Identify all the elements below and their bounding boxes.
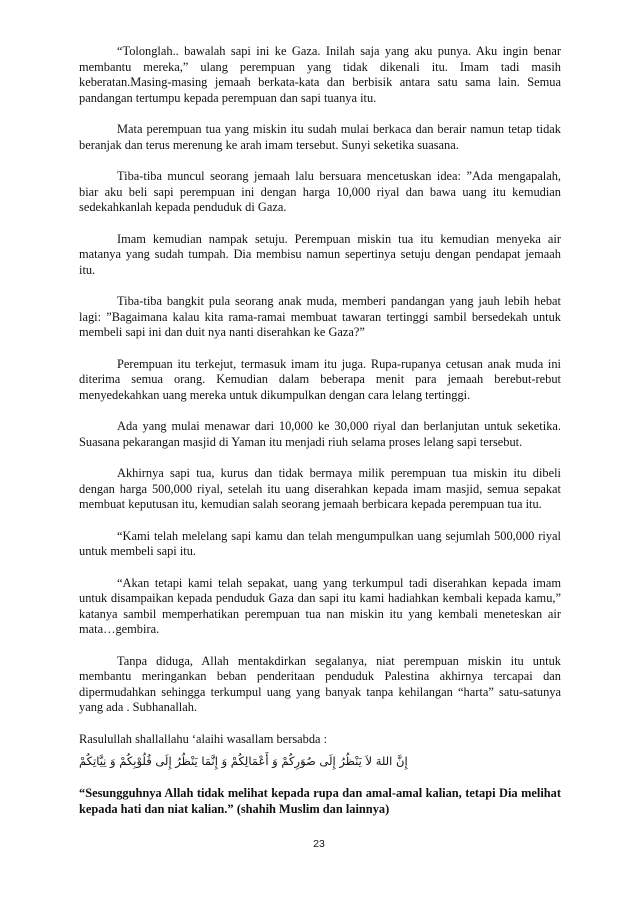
paragraph-11: Tanpa diduga, Allah mentakdirkan segalanya, niat perempuan miskin itu untuk membantu meringankan beban penderitaan penduduk Palestina akhirnya tercapai dan dipermudahkan sehingga terkumpul uang yang banyak tanpa kehilangan “harta” satu-satunya yang ada . Subhanallah.	[79, 653, 561, 714]
paragraph-10: “Akan tetapi kami telah sepakat, uang yang terkumpul tadi diserahkan kepada imam untuk disampaikan kepada penduduk Gaza dan sapi itu kami hadiahkan kembali kepada kamu,” katanya sambil memperhatikan perempuan tua nan miskin itu yang kembali meneteskan air mata…gembira.	[79, 575, 561, 636]
page-body	[79, 44, 561, 833]
paragraph-7: Ada yang mulai menawar dari 10,000 ke 30,000 riyal dan berlanjutan untuk seketika. Suasana pekarangan masjid di Yaman itu menjadi riuh selama proses lelang sapi tersebut.	[79, 419, 561, 449]
paragraph-4: Imam kemudian nampak setuju. Perempuan miskin tua itu kemudian menyeka air matanya yang sudah tumpah. Dia membisu namun sepertinya setuju dengan pendapat jemaah itu.	[79, 231, 561, 277]
paragraph-5: Tiba-tiba bangkit pula seorang anak muda, memberi pandangan yang jauh lebih hebat lagi: ”Bagaimana kalau kita rama-ramai membuat tawaran tertinggi sambil bersedekah untuk membeli sapi ini dan duit nya nanti diserahkan ke Gaza?”	[79, 294, 561, 339]
page-number: 23	[313, 838, 325, 850]
paragraph-2: Mata perempuan tua yang miskin itu sudah mulai berkaca dan berair namun tetap tidak beranjak dan terus merenung ke arah imam tersebut. Sunyi seketika suasana.	[79, 122, 561, 152]
rasulullah-line: Rasulullah shallallahu ‘alaihi wasallam bersabda :	[79, 731, 328, 746]
paragraph-6: Perempuan itu terkejut, termasuk imam itu juga. Rupa-rupanya cetusan anak muda ini diterima semua orang. Kemudian dalam beberapa menit para jemaah berebut-rebut menyedekahkan uang mereka untuk dikumpulkan dengan cara lelang tertinggi.	[79, 356, 561, 402]
paragraph-9: “Kami telah melelang sapi kamu dan telah mengumpulkan uang sejumlah 500,000 riyal untuk membeli sapi itu.	[79, 528, 561, 558]
hadith-translation: “Sesungguhnya Allah tidak melihat kepada rupa dan amal-amal kalian, tetapi Dia melihat kepada hati dan niat kalian.” (shahih Muslim dan lainnya)	[79, 786, 561, 816]
paragraph-3: Tiba-tiba muncul seorang jemaah lalu bersuara mencetuskan idea: ”Ada mengapalah, biar aku beli sapi perempuan ini dengan harga 10,000 riyal dan bawa uang itu kemudian sedekahkanlah kepada penduduk di Gaza.	[79, 169, 561, 214]
paragraph-8: Akhirnya sapi tua, kurus dan tidak bermaya milik perempuan tua miskin itu dibeli dengan harga 500,000 riyal, setelah itu uang diserahkan kepada imam masjid, semua sepakat membuat keputusan itu, kemudian salah seorang jemaah berbicara kepada perempuan tua itu.	[79, 466, 561, 511]
paragraph-1: “Tolonglah.. bawalah sapi ini ke Gaza. Inilah saja yang aku punya. Aku ingin benar membantu mereka,” ulang perempuan yang tidak dikenali itu. Imam tadi masih keberatan.Masing-masing jemaah berkata-kata dan berbisik antara satu sama lain. Semua pandangan tertumpu kepada perempuan dan sapi tuanya itu.	[79, 44, 561, 105]
arabic-hadith: إِنَّ اللهَ لاَ يَنْظُرُ إِلَى صُوَرِكُمْ وَ أَعْمَالِكُمْ وَ إِنَّمَا يَنْظُرُ إِلَى قُلُوْبِكُمْ وَ نِيَّاتِكُمْ	[79, 754, 408, 768]
